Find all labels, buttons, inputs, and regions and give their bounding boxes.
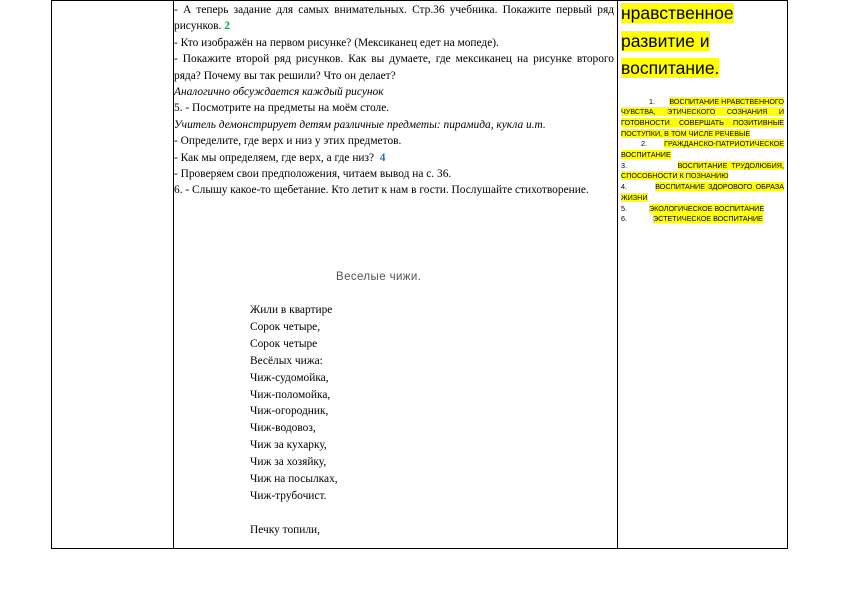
- step-line: - Как мы определяем, где верх, а где низ? 4: [174, 151, 386, 164]
- step-line: - А теперь задание для самых внимательных. Стр.36 учебника. Покажите первый ряд рисунков. 2: [174, 4, 614, 33]
- poem-line: Чиж за хозяйку,: [250, 456, 327, 469]
- goals-list: [621, 97, 784, 225]
- teacher-note: Учитель демонстрирует детям различные предметы: пирамида, кукла и.т.: [174, 118, 546, 131]
- poem-line: Чиж-огородник,: [250, 405, 329, 418]
- goal-item: 6. ЭСТЕТИЧЕСКОЕ ВОСПИТАНИЕ: [621, 214, 763, 224]
- slide-number: 4: [379, 151, 386, 164]
- poem-line: Сорок четыре: [250, 337, 318, 350]
- goal-item: 3. ВОСПИТАНИЕ ТРУДОЛЮБИЯ, СПОСОБНОСТИ К ПОЗНАНИЮ: [621, 160, 784, 181]
- poem-line: Чиж-водовоз,: [250, 422, 316, 435]
- poem-line: Весёлых чижа:: [250, 354, 323, 367]
- poem-title: Веселые чижи.: [336, 271, 422, 283]
- side-title: нравственное развитие и воспитание.: [621, 3, 734, 78]
- goal-item: 4. ВОСПИТАНИЕ ЗДОРОВОГО ОБРАЗА ЖИЗНИ: [621, 182, 784, 202]
- poem-line: Чиж-судомойка,: [250, 371, 329, 384]
- poem-line: Жили в квартире: [250, 304, 333, 316]
- poem-line: Сорок четыре,: [250, 320, 321, 333]
- step-line: - Покажите второй ряд рисунков. Как вы думаете, где мексиканец на рисунке второго ряда? Почему вы так решили? Что он делает?: [174, 53, 614, 82]
- stanza-gap: [250, 505, 338, 522]
- poem-line: Чиж за кухарку,: [250, 439, 327, 452]
- goal-item: 2. ГРАЖДАНСКО-ПАТРИОТИЧЕСКОЕ ВОСПИТАНИЕ: [621, 139, 784, 160]
- step-line: 5. - Посмотрите на предметы на моём столе.: [174, 102, 390, 115]
- lesson-steps-cell: [174, 2, 614, 199]
- goal-item: 5. ЭКОЛОГИЧЕСКОЕ ВОСПИТАНИЕ: [621, 203, 765, 213]
- poem-line: Чиж на посылках,: [250, 473, 338, 486]
- step-line: - Проверяем свои предположения, читаем вывод на с. 36.: [174, 168, 452, 181]
- goal-item: 1. ВОСПИТАНИЕ НРАВСТВЕННОГО ЧУВСТВА, ЭТИЧЕСКОГО СОЗНАНИЯ И ГОТОВНОСТИ СОВЕРШАТЬ ПОЗИТИВНЫЕ ПОСТУПКИ, В ТОМ ЧИСЛЕ РЕЧЕВЫЕ: [621, 96, 785, 138]
- teacher-note: Аналогично обсуждается каждый рисунок: [174, 86, 384, 99]
- poem-line: Чиж-трубочист.: [250, 489, 327, 502]
- poem: [250, 302, 338, 539]
- column-divider-right: [617, 1, 618, 548]
- upbringing-goals-cell: [621, 0, 784, 225]
- poem-line: Печку топили,: [250, 523, 320, 536]
- slide-number: 2: [224, 20, 230, 33]
- poem-line: Чиж-поломойка,: [250, 388, 331, 401]
- step-line: 6. - Слышу какое-то щебетание. Кто летит к нам в гости. Послушайте стихотворение.: [174, 184, 589, 197]
- step-line: - Кто изображён на первом рисунке? (Мексиканец едет на мопеде).: [174, 36, 499, 49]
- step-line: - Определите, где верх и низ у этих предметов.: [174, 135, 402, 148]
